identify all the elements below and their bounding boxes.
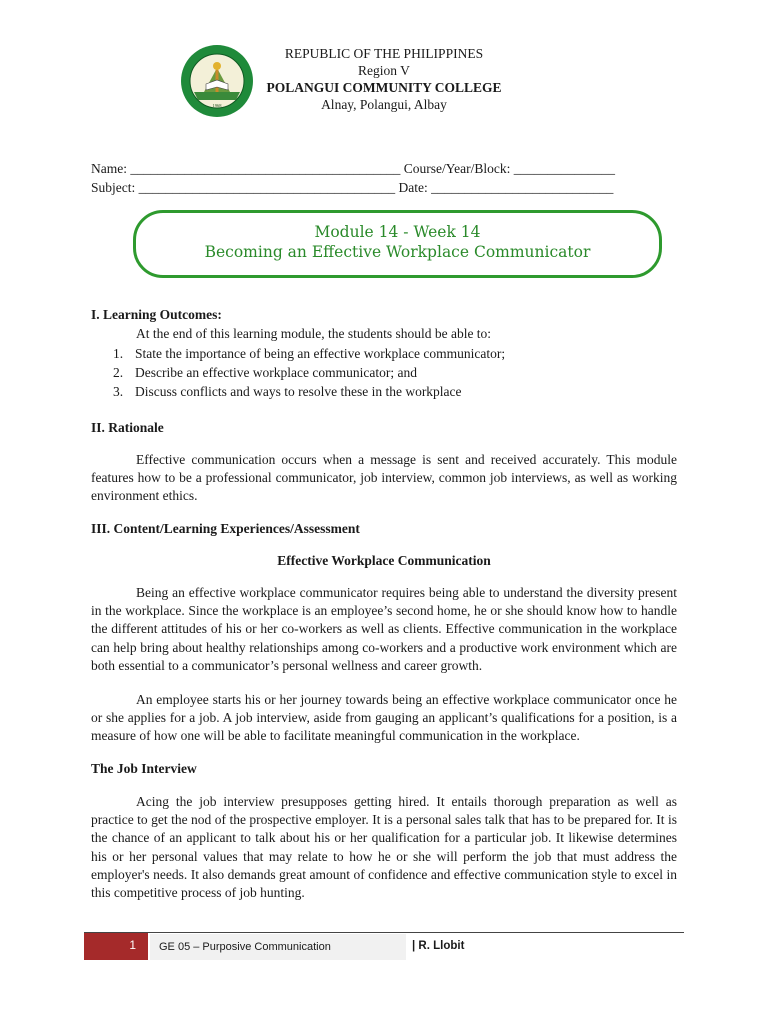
subject-date-fields: Subject: ______________________________________ Date: ___________________________ [91, 180, 614, 195]
rationale-heading: II. Rationale [91, 420, 164, 435]
list-item: 2. Describe an effective workplace communicator; and [113, 365, 417, 380]
list-item: 1. State the importance of being an effective workplace communicator; [113, 346, 506, 361]
institution-header [258, 45, 510, 113]
country-line: REPUBLIC OF THE PHILIPPINES [284, 46, 484, 61]
ewc-paragraph-1: Being an effective workplace communicator requires being able to understand the diversity present in the workplace. Since the workplace is an employee’s second home, he or she should know how to handle the different attitudes of his or her co-workers as well as clients. Effective communication in the workplace can help bring about healthy relationships among co-workers and a productive work environment which are both essential to a communicator’s personal wellness and career growth. [91, 585, 677, 673]
page-number: 1 [84, 933, 148, 960]
ewc-paragraph-2: An employee starts his or her journey towards being an effective workplace communicator once he or she applies for a job. A job interview, aside from gauging an applicant’s qualifications for a position, is a measure of how one will be able to facilitate meaningful communication in the workplace. [91, 692, 677, 744]
outcomes-list [113, 344, 505, 401]
job-interview-paragraph: Acing the job interview presupposes getting hired. It entails thorough preparation as well as practice to get the nod of the prospective employer. It is a personal sales talk that has to be prepared for. It is the chance of an applicant to talk about his or her qualification for a particular job. It likewise determines his or her personal values that may relate to how he or she will perform the job that must address the employer's needs. It also demands great amount of confidence and effective communication style to excel in this competitive process of job hunting. [91, 794, 677, 901]
footer-divider [84, 932, 684, 933]
module-subtitle: Becoming an Effective Workplace Communicator [204, 243, 591, 261]
module-title: Module 14 - Week 14 [314, 223, 481, 241]
footer-course: GE 05 – Purposive Communication [150, 934, 406, 960]
module-title-box [133, 210, 662, 278]
ewc-title: Effective Workplace Communication [277, 553, 491, 568]
job-interview-heading: The Job Interview [91, 761, 197, 776]
svg-text:1968: 1968 [212, 103, 222, 108]
name-course-fields: Name: ________________________________________ Course/Year/Block: _______________ [91, 161, 615, 176]
list-item: 3. Discuss conflicts and ways to resolve these in the workplace [113, 384, 462, 399]
rationale-paragraph: Effective communication occurs when a message is sent and received accurately. This module features how to be a professional communicator, job interview, common job interviews, as well as working environment ethics. [91, 452, 677, 504]
college-address: Alnay, Polangui, Albay [321, 97, 447, 112]
footer-author: | R. Llobit [412, 940, 465, 952]
outcomes-heading: I. Learning Outcomes: [91, 307, 222, 322]
region-line: Region V [358, 63, 410, 78]
college-name: POLANGUI COMMUNITY COLLEGE [266, 80, 502, 95]
outcomes-intro: At the end of this learning module, the students should be able to: [136, 326, 492, 341]
content-heading: III. Content/Learning Experiences/Assessment [91, 521, 360, 536]
college-seal-logo [180, 44, 254, 118]
